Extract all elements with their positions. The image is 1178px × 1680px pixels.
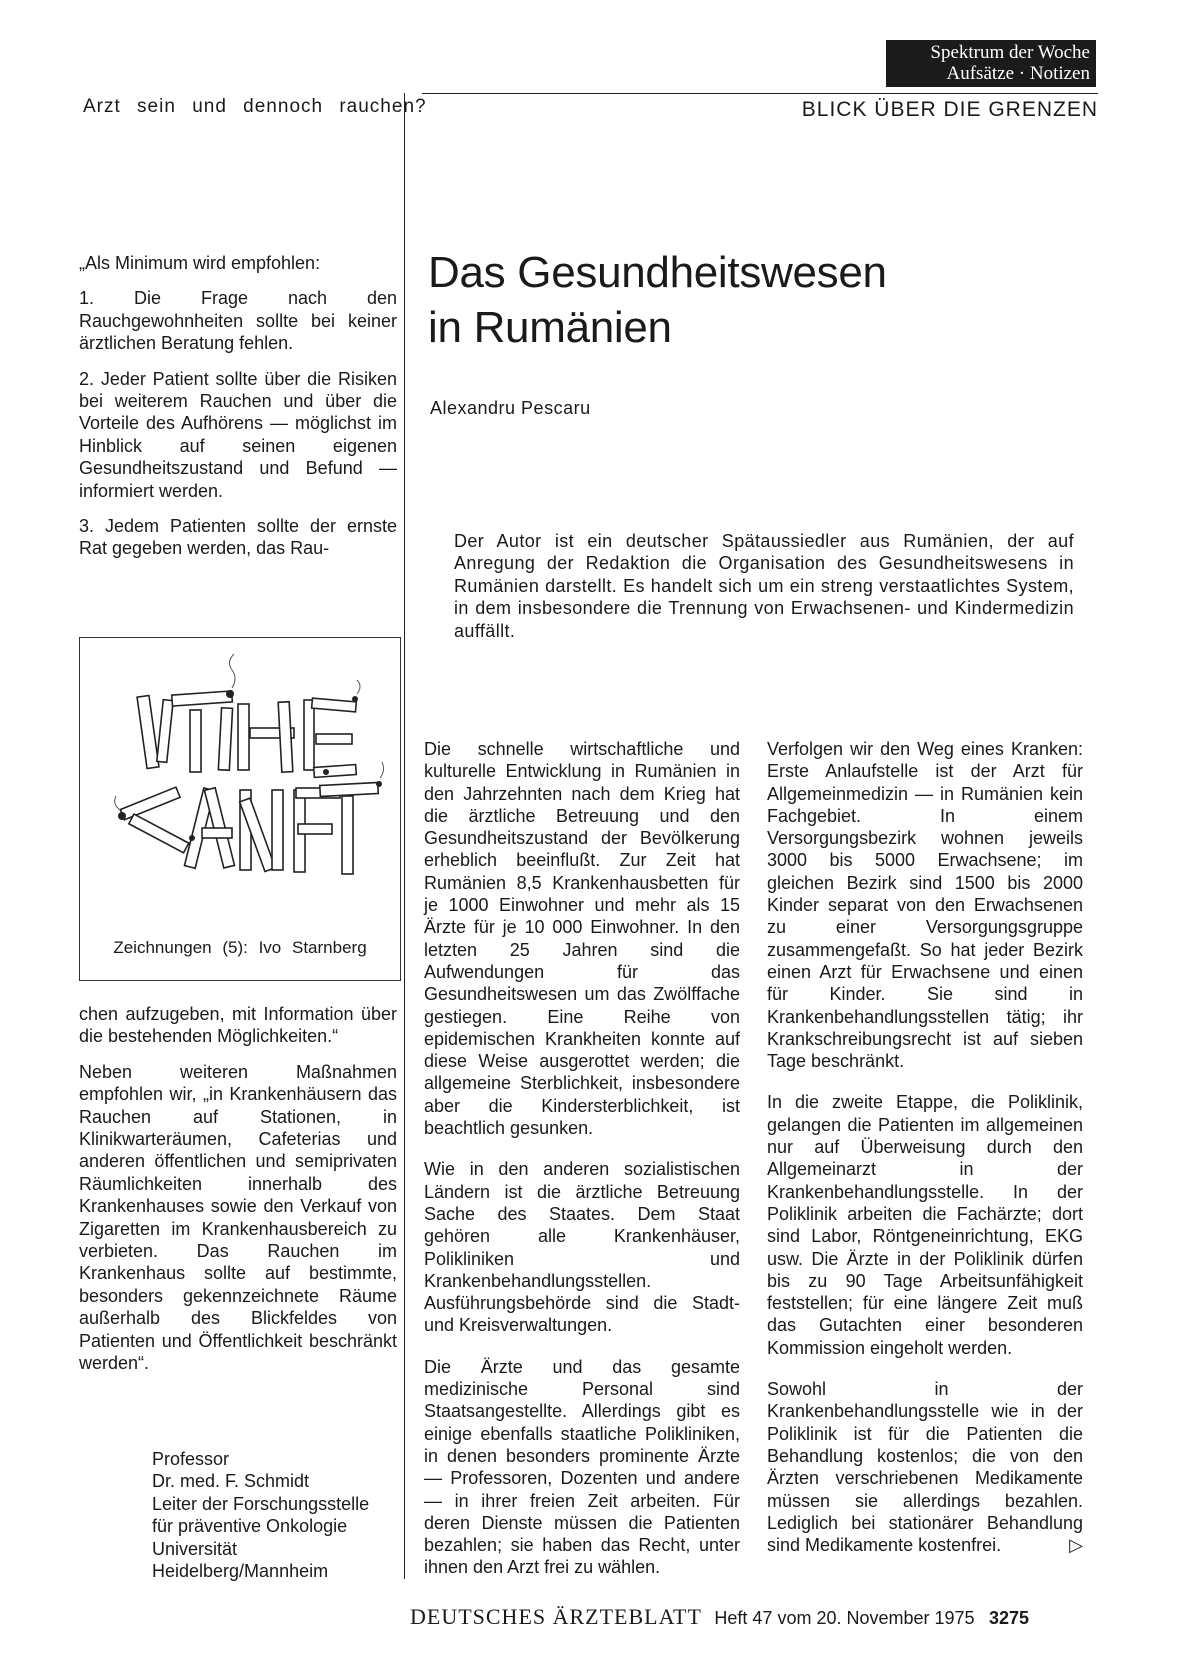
paragraph-text: Sowohl in der Krankenbehandlungsstelle wie in der Poliklinik ist für die Patienten die Behandlung kostenlos; die von den Ärzten verschriebenen Medikamente müssen sie allerdings bezahlen. Lediglich bei stationärer Behandlung sind Medikamente kostenfrei. — [767, 1379, 1083, 1556]
paragraph: Wie in den anderen sozialistischen Ländern ist die ärztliche Betreuung Sache des Staates. Dem Staat gehören alle Krankenhäuser, Polikliniken und Krankenbehandlungsstellen. Ausführungsbehörde sind die Stadt- und Kreisverwaltungen. — [424, 1159, 740, 1336]
paragraph: Die Ärzte und das gesamte medizinische Personal sind Staatsangestellte. Allerdings gibt es einige ebenfalls staatliche Polikliniken, in denen besonders prominente Ärzte — Professoren, Dozenten und andere — in ihrer freien Zeit arbeiten. Für deren Dienste müssen die Patienten bezahlen; sie haben das Recht, unter ihnen den Arzt frei zu wählen. — [424, 1356, 740, 1578]
badge-line-2: Aufsätze · Notizen — [946, 63, 1090, 84]
paragraph: Neben weiteren Maßnahmen empfohlen wir, „in Krankenhäusern das Rauchen auf Stationen, in Klinikwarteräumen, Cafeterias und anderen öffentlichen und semiprivaten Räumlichkeiten innerhalb des Krankenhauses sowie den Verkauf von Zigaretten im Krankenhausbereich zu verbieten. Das Rauchen im Krankenhaus sollte auf bestimmte, besonders gekennzeichnete Räume außerhalb des Blickfeldes von Patienten und Öffentlichkeit beschränkt werden“. — [79, 1061, 397, 1374]
paragraph — [767, 1378, 1083, 1556]
recommendations-continued — [79, 1003, 397, 1388]
left-column-heading: Arzt sein und dennoch rauchen? — [83, 96, 427, 117]
signature-line: für präventive Onkologie — [152, 1516, 348, 1537]
signature-line: Professor — [152, 1449, 230, 1469]
title-line-2: in Rumänien — [428, 303, 672, 352]
article-lead: Der Autor ist ein deutscher Spätaussiedler aus Rumänien, der auf Anregung der Redaktion die Organisation des Gesundheitswesens in Rumänien darstellt. Es handelt sich um ein streng verstaatlichtes System, in dem insbesondere die Trennung von Erwachsenen- und Kindermedizin auffällt. — [454, 531, 1074, 641]
paragraph: „Als Minimum wird empfohlen: — [79, 253, 321, 273]
continue-arrow-icon: ▷ — [1069, 1535, 1083, 1556]
signature-line: Universität — [152, 1538, 238, 1559]
section-label: BLICK ÜBER DIE GRENZEN — [801, 98, 1098, 121]
illustration-box — [79, 637, 401, 981]
recommendations-text — [79, 252, 397, 573]
issue-info: Heft 47 vom 20. November 1975 — [714, 1608, 975, 1628]
signature-line: Dr. med. F. Schmidt — [152, 1471, 310, 1492]
page-footer — [410, 1604, 1090, 1634]
paragraph: 3. Jedem Patienten sollte der ernste Rat gegeben werden, das Rau- — [79, 516, 397, 559]
journal-name: DEUTSCHES ÄRZTEBLATT — [410, 1604, 702, 1629]
paragraph: chen aufzugeben, mit Information über die bestehenden Möglichkeiten.“ — [79, 1004, 397, 1047]
paragraph: Die schnelle wirtschaftliche und kulturelle Entwicklung in Rumänien in den Jahrzehnten nach dem Krieg hat die ärztliche Betreuung und den Gesundheitszustand der Bevölkerung erheblich beeinflußt. Zur Zeit hat Rumänien 8,5 Krankenhausbetten für je 1000 Einwohner und mehr als 15 Ärzte für je 10 000 Einwohner. In den letzten 25 Jahren sind die Aufwendungen für das Gesundheitswesen um das Zwölffache gestiegen. Eine Reihe von epidemischen Krankheiten konnte auf diese Weise ausgerottet werden; die allgemeine Sterblichkeit, insbesondere aber die Kindersterblichkeit, ist beachtlich gesunken. — [424, 739, 740, 1139]
paragraph: 1. Die Frage nach den Rauchgewohnheiten sollte bei keiner ärztlichen Beratung fehlen. — [79, 288, 397, 354]
signature-line: Leiter der Forschungsstelle — [152, 1493, 370, 1514]
article-column-2 — [767, 738, 1083, 1575]
article-author: Alexandru Pescaru — [430, 398, 591, 418]
author-signature — [152, 1448, 402, 1582]
article-title — [428, 245, 1088, 355]
section-badge — [886, 40, 1096, 87]
paragraph: In die zweite Etappe, die Poliklinik, gelangen die Patienten im allgemeinen nur auf Überweisung durch den Allgemeinarzt in der Krankenbehandlungsstelle. In der Poliklinik arbeiten die Fachärzte; dort sind Labor, Röntgeneinrichtung, EKG usw. Die Ärzte in der Poliklinik dürfen bis zu 90 Tage Arbeitsunfähigkeit feststellen; für eine längere Zeit muß das Gutachten einer besonderen Kommission eingeholt werden. — [767, 1092, 1083, 1358]
paragraph: Verfolgen wir den Weg eines Kranken: Erste Anlaufstelle ist der Arzt für Allgemeinmedizin — in Rumänien kein Fachgebiet. In einem Versorgungsbezirk wohnen jeweils 3000 bis 5000 Erwachsene; im gleichen Bezirk sind 1500 bis 2000 Kinder separat von den Erwachsenen zu einer Versorgungsgruppe zusammengefaßt. So hat jeder Bezirk einen Arzt für Erwachsene und einen für Kinder. Sie sind in Krankenbehandlungsstellen tätig; ihr Krankschreibungsrecht ist auf sieben Tage beschränkt. — [767, 739, 1083, 1072]
column-divider — [404, 93, 405, 1579]
cigarette-lettering-icon — [80, 638, 400, 928]
article-column-1 — [424, 738, 740, 1598]
badge-line-1: Spektrum der Woche — [930, 42, 1090, 63]
signature-line: Heidelberg/Mannheim — [152, 1561, 329, 1582]
header-rule — [422, 93, 1098, 94]
paragraph: 2. Jeder Patient sollte über die Risiken bei weiterem Rauchen und über die Vorteile des Aufhörens — möglichst im Hinblick auf seinen eigenen Gesundheitszustand und Befund — informiert werden. — [79, 368, 397, 501]
illustration-caption: Zeichnungen (5): Ivo Starnberg — [113, 938, 367, 957]
page-number: 3275 — [989, 1608, 1030, 1628]
title-line-1: Das Gesundheitswesen — [428, 248, 887, 297]
